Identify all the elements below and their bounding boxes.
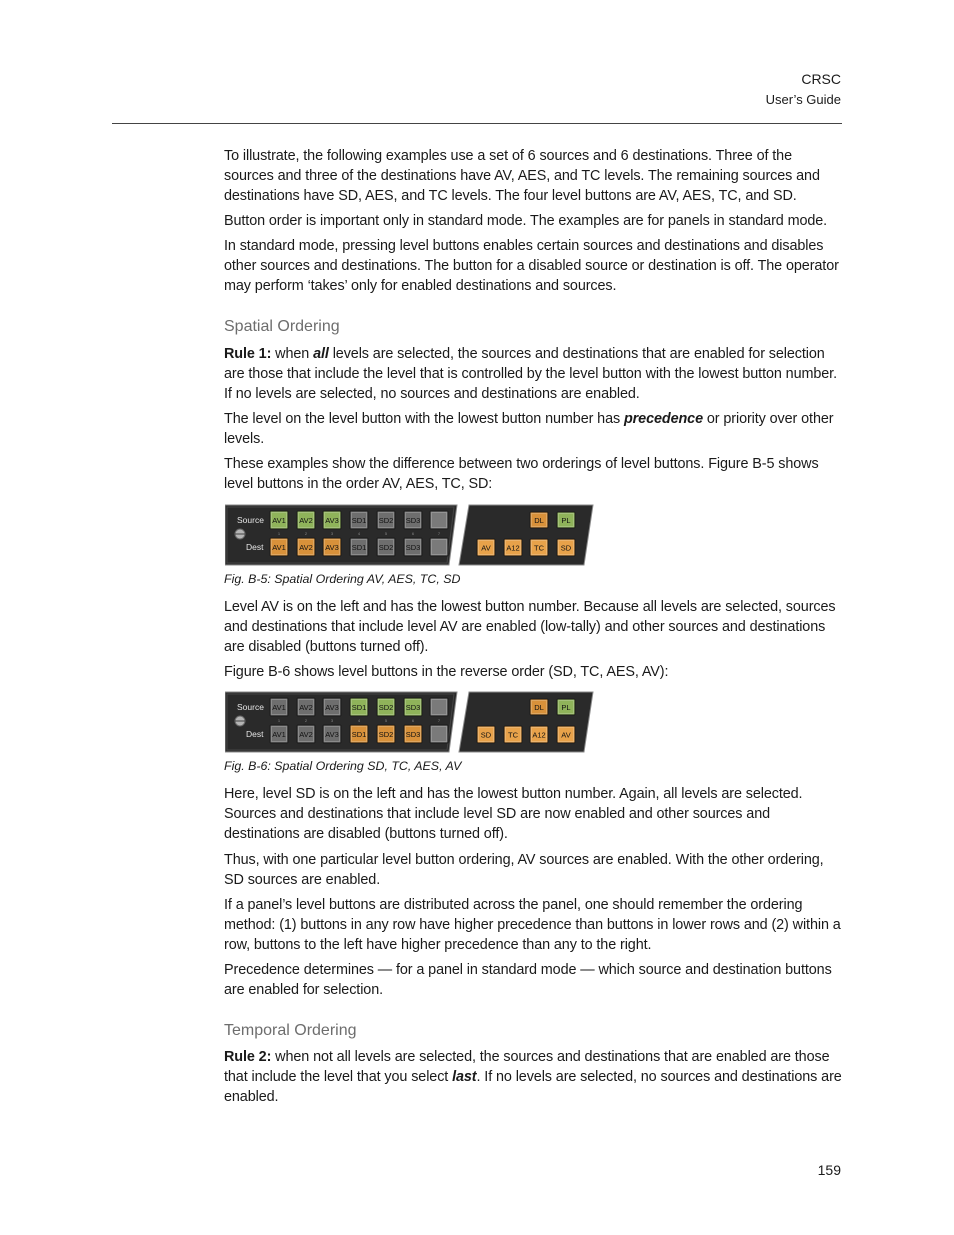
svg-text:AV1: AV1 — [272, 703, 286, 712]
level-button[interactable] — [557, 539, 575, 556]
svg-text:SD2: SD2 — [378, 516, 394, 525]
rule2-label: Rule 2: — [224, 1049, 272, 1065]
dest-button[interactable] — [430, 538, 448, 556]
precedence-emphasis: precedence — [623, 411, 703, 427]
paragraph-thus: Thus, with one particular level button ordering, AV sources are enabled. With the other ordering, SD sources are enabled. — [224, 852, 824, 889]
svg-text:SD3: SD3 — [405, 730, 421, 739]
button-number: 3 — [330, 718, 334, 723]
button-number: 2 — [304, 531, 308, 536]
paragraph-figure-b6-intro: Figure B-6 shows level buttons in the reverse order (SD, TC, AES, AV): — [224, 664, 669, 680]
button-number: 6 — [411, 531, 415, 536]
row-label: Dest — [246, 542, 264, 552]
svg-text:SD3: SD3 — [405, 543, 421, 552]
source-button[interactable] — [350, 698, 368, 716]
paragraph-standard-mode: In standard mode, pressing level buttons enables certain sources and destinations and disables other sources and destinations. The button for a disabled source or destination is off. The operator may perform ‘takes’ only for enabled destinations and sources. — [224, 238, 839, 295]
level-button[interactable] — [530, 726, 548, 743]
source-button[interactable] — [297, 511, 315, 529]
svg-text:AV3: AV3 — [325, 730, 339, 739]
dest-button[interactable] — [377, 538, 395, 556]
svg-text:SD1: SD1 — [351, 516, 367, 525]
row-label: Dest — [246, 729, 264, 739]
svg-text:AV1: AV1 — [272, 730, 286, 739]
rule2-emphasis: last — [452, 1069, 477, 1086]
svg-text:SD1: SD1 — [351, 730, 367, 739]
panel-button-dl[interactable] — [530, 699, 548, 715]
svg-text:SD2: SD2 — [378, 543, 394, 552]
svg-text:A12: A12 — [506, 543, 520, 553]
source-button[interactable] — [430, 511, 448, 529]
level-button[interactable] — [530, 539, 548, 556]
svg-text:AV1: AV1 — [272, 516, 286, 525]
paragraph-button-order: Button order is important only in standard mode. The examples are for panels in standard mode. — [224, 213, 828, 229]
button-number: 4 — [357, 531, 361, 536]
rule1-text-b: levels are selected, the sources and destinations that are enabled for selection are those that include the level that is controlled by the level button with the lowest button number. If no levels are selected, no sources and destinations are enabled. — [224, 346, 837, 403]
dest-button[interactable] — [350, 538, 368, 556]
figure-b6-svg — [225, 691, 595, 753]
dest-button[interactable] — [404, 725, 422, 743]
dest-button[interactable] — [323, 538, 341, 556]
svg-text:SD2: SD2 — [378, 730, 394, 739]
paragraph-rule1 — [224, 344, 844, 405]
source-button[interactable] — [377, 511, 395, 529]
level-button[interactable] — [504, 539, 522, 556]
button-number: 7 — [437, 531, 441, 536]
section-heading-temporal: Temporal Ordering — [224, 1022, 357, 1039]
source-button[interactable] — [323, 511, 341, 529]
dest-button[interactable] — [270, 538, 288, 556]
button-number: 1 — [277, 718, 281, 723]
svg-text:AV2: AV2 — [299, 730, 313, 739]
svg-text:DL: DL — [534, 703, 544, 712]
precedence-text-a: The level on the level button with the lowest button number has — [224, 411, 624, 427]
level-button[interactable] — [557, 726, 575, 743]
button-number: 1 — [277, 531, 281, 536]
row-label: Source — [237, 702, 264, 712]
button-number: 4 — [357, 718, 361, 723]
svg-text:AV3: AV3 — [325, 543, 339, 552]
button-number: 7 — [437, 718, 441, 723]
svg-text:AV2: AV2 — [299, 703, 313, 712]
paragraph — [224, 146, 844, 207]
svg-text:AV: AV — [561, 730, 571, 740]
paragraph-level-av: Level AV is on the left and has the lowest button number. Because all levels are selected, sources and destinations that include level AV are enabled (low-tally) and other sources and destinations are disabled (buttons turned off). — [224, 599, 836, 656]
svg-text:AV3: AV3 — [325, 703, 339, 712]
paragraph-rule2 — [224, 1047, 844, 1108]
source-button[interactable] — [270, 511, 288, 529]
figure-b5-svg — [225, 504, 595, 566]
precedence-text-b: or priority over other levels. — [224, 411, 834, 448]
button-number: 5 — [384, 718, 388, 723]
svg-text:SD: SD — [560, 543, 572, 553]
svg-text:SD2: SD2 — [378, 703, 394, 712]
dest-button[interactable] — [297, 538, 315, 556]
level-button[interactable] — [477, 539, 495, 556]
svg-text:SD3: SD3 — [405, 703, 421, 712]
dest-button[interactable] — [350, 725, 368, 743]
paragraph-level-sd: Here, level SD is on the left and has the lowest button number. Again, all levels are selected. Sources and destinations that include level SD are now enabled and other sources and destinations are disabled (buttons turned off). — [224, 786, 803, 843]
rule1-text-a: when — [271, 346, 314, 362]
level-button[interactable] — [504, 726, 522, 743]
svg-text:PL: PL — [561, 703, 571, 712]
dest-button[interactable] — [377, 725, 395, 743]
page-number: 159 — [817, 1162, 841, 1178]
figure-b5-caption: Fig. B-5: Spatial Ordering AV, AES, TC, SD — [224, 572, 461, 586]
panel-button-pl[interactable] — [557, 699, 575, 715]
button-number: 3 — [330, 531, 334, 536]
svg-text:AV2: AV2 — [299, 543, 313, 552]
svg-text:DL: DL — [534, 516, 544, 525]
source-button[interactable] — [323, 698, 341, 716]
paragraph-precedence — [224, 409, 844, 449]
panel-button-dl[interactable] — [530, 512, 548, 528]
source-button[interactable] — [350, 511, 368, 529]
dest-button[interactable] — [404, 538, 422, 556]
source-button[interactable] — [377, 698, 395, 716]
rule1-emphasis: all — [313, 346, 329, 362]
svg-text:AV2: AV2 — [299, 516, 313, 525]
paragraph-intro: To illustrate, the following examples use a set of 6 sources and 6 destinations. Three of the sources and three of the destinations have AV, AES, and TC levels. The remaining sources and destinations have SD, AES, and TC levels. The four level buttons are AV, AES, TC, and SD. — [224, 148, 820, 205]
paragraph-examples: These examples show the difference between two orderings of level buttons. Figure B-5 shows level buttons in the order AV, AES, TC, SD: — [224, 456, 819, 493]
header-subtitle: User’s Guide — [765, 92, 841, 107]
header-title: CRSC — [801, 71, 841, 87]
source-button[interactable] — [297, 698, 315, 716]
paragraph-precedence-determines: Precedence determines — for a panel in standard mode — which source and destination buttons are enabled for selection. — [224, 962, 832, 999]
source-button[interactable] — [430, 698, 448, 716]
svg-text:SD3: SD3 — [405, 516, 421, 525]
dest-button[interactable] — [270, 725, 288, 743]
svg-text:TC: TC — [508, 730, 518, 740]
dest-button[interactable] — [430, 725, 448, 743]
section-heading-spatial: Spatial Ordering — [224, 318, 340, 335]
svg-text:AV1: AV1 — [272, 543, 286, 552]
svg-text:SD: SD — [480, 730, 492, 740]
svg-text:AV3: AV3 — [325, 516, 339, 525]
source-button[interactable] — [404, 511, 422, 529]
header-rule — [112, 123, 842, 124]
button-number: 6 — [411, 718, 415, 723]
dest-button[interactable] — [323, 725, 341, 743]
panel-button-pl[interactable] — [557, 512, 575, 528]
figure-b5-panel — [225, 504, 595, 566]
rule1-label: Rule 1: — [224, 346, 272, 362]
svg-text:TC: TC — [534, 543, 544, 553]
button-number: 5 — [384, 531, 388, 536]
svg-text:SD1: SD1 — [351, 703, 367, 712]
dest-button[interactable] — [297, 725, 315, 743]
button-number: 2 — [304, 718, 308, 723]
svg-text:A12: A12 — [532, 730, 546, 740]
rule2-text-a: when not all levels are selected, the sources and destinations that are enabled are those that include the level that you select — [224, 1049, 830, 1086]
figure-b6-caption: Fig. B-6: Spatial Ordering SD, TC, AES, AV — [224, 759, 462, 773]
paragraph-distributed: If a panel’s level buttons are distributed across the panel, one should remember the ordering method: (1) buttons in any row have higher precedence than buttons in lower rows and (2) within a row, buttons to the left have higher precedence than any to the right. — [224, 897, 841, 954]
source-button[interactable] — [270, 698, 288, 716]
figure-b6-panel — [225, 691, 595, 753]
source-button[interactable] — [404, 698, 422, 716]
svg-text:AV: AV — [481, 543, 491, 553]
level-button[interactable] — [477, 726, 495, 743]
svg-text:PL: PL — [561, 516, 571, 525]
svg-text:SD1: SD1 — [351, 543, 367, 552]
row-label: Source — [237, 515, 264, 525]
rule2-text-b: . If no levels are selected, no sources and destinations are enabled. — [224, 1069, 842, 1106]
